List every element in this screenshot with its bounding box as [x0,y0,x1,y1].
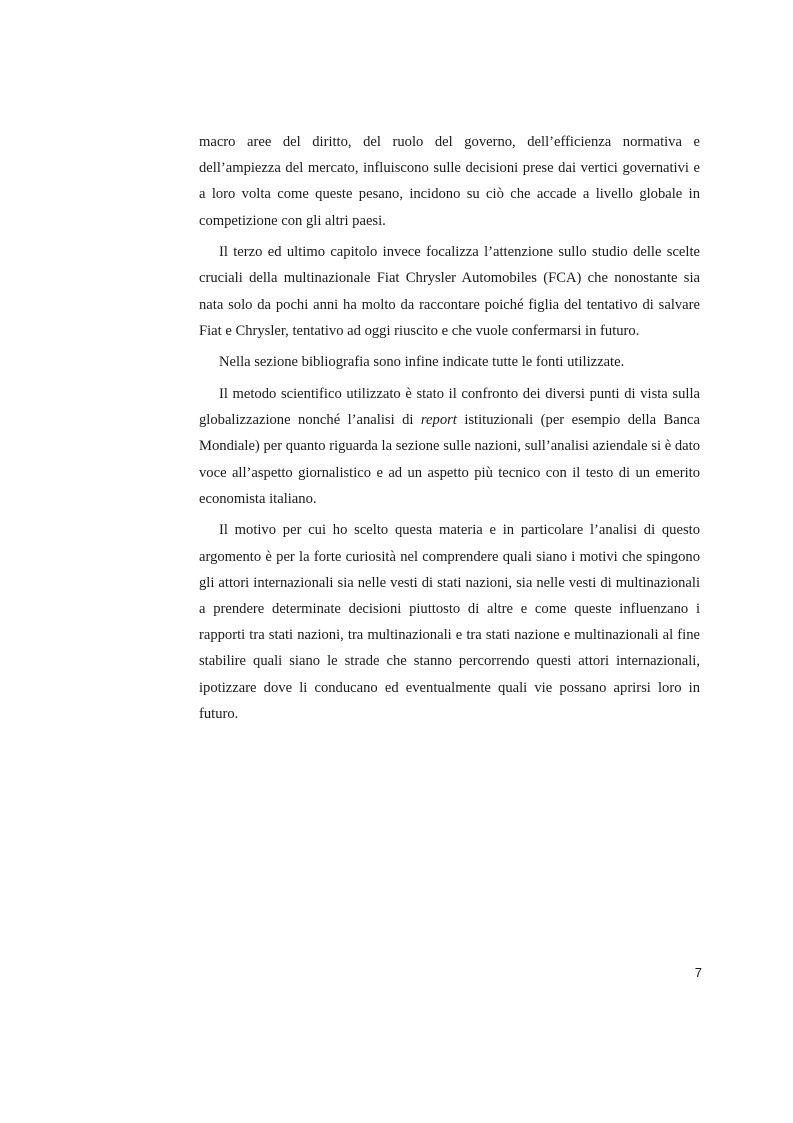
paragraph-method [199,381,700,512]
paragraph-method-italic-term: report [420,412,457,429]
paragraph-method-text-before: Il metodo scientifico utilizzato è stato il confronto dei diversi punti di vista sulla globalizzazione nonché l’analisi di [199,386,700,429]
paragraph-motivation: Il motivo per cui ho scelto questa materia e in particolare l’analisi di questo argomento è per la forte curiosità nel comprendere quali siano i motivi che spingono gli attori internazionali sia nelle vesti di stati nazioni, sia nelle vesti di multinazionali a prendere determinate decisioni piuttosto di altre e come queste influenzano i rapporti tra stati nazioni, tra multinazionali e tra stati nazione e multinazionali al fine stabilire quali siano le strade che stanno percorrendo questi attori internazionali, ipotizzare dove li conducano ed eventualmente quali vie possano aprirsi loro in futuro. [199,522,700,722]
body-text [199,129,700,732]
paragraph-method-text-after: istituzionali (per esempio della Banca Mondiale) per quanto riguarda la sezione sulle nazioni, sull’analisi aziendale si è dato voce all’aspetto giornalistico e ad un aspetto più tecnico con il testo di un emerito economista italiano. [199,412,700,507]
page-number: 7 [694,965,702,980]
paragraph-third-chapter: Il terzo ed ultimo capitolo invece focalizza l’attenzione sullo studio delle scelte cruciali della multinazionale Fiat Chrysler Automobiles (FCA) che nonostante sia nata solo da pochi anni ha molto da raccontare poiché figlia del tentativo di salvare Fiat e Chrysler, tentativo ad oggi riuscito e che vuole confermarsi in futuro. [199,244,700,339]
paragraph-continuation: macro aree del diritto, del ruolo del governo, dell’efficienza normativa e dell’ampiezza del mercato, influiscono sulle decisioni prese dai vertici governativi e a loro volta come queste pesano, incidono su ciò che accade a livello globale in competizione con gli altri paesi. [199,134,700,229]
paragraph-bibliography: Nella sezione bibliografia sono infine indicate tutte le fonti utilizzate. [219,354,625,371]
